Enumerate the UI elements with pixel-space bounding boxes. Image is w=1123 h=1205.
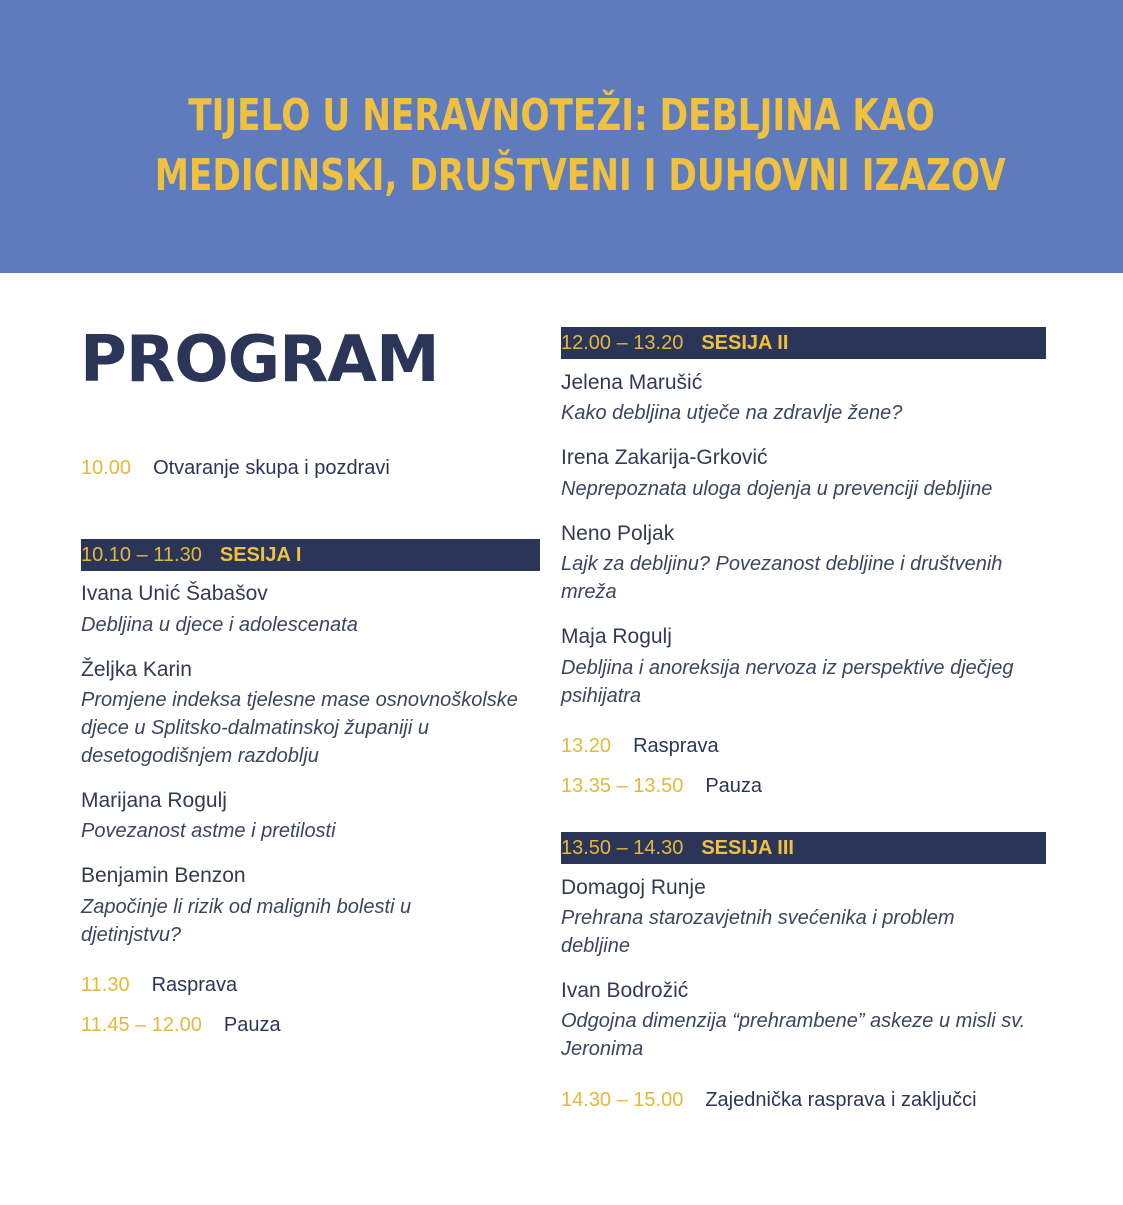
speaker-name: Domagoj Runje: [561, 876, 706, 899]
talk-title: Povezanost astme i pretilosti: [81, 820, 336, 842]
speaker-name: Maja Rogulj: [561, 625, 672, 648]
speaker-name: Benjamin Benzon: [81, 864, 246, 887]
session-1-name: SESIJA I: [219, 544, 302, 566]
discussion-label: Rasprava: [151, 974, 238, 996]
talk-title: Lajk za debljinu? Povezanost debljine i društvenih mreža: [561, 553, 1003, 603]
talk-title: Prehrana starozavjetnih svećenika i problem debljine: [561, 907, 955, 957]
session-3-name: SESIJA III: [701, 837, 794, 859]
session-3-header: [561, 832, 1046, 864]
talk-title: Neprepoznata uloga dojenja u prevenciji debljine: [561, 478, 993, 500]
speaker-name: Ivan Bodrožić: [561, 979, 689, 1002]
speaker-name: Ivana Unić Šabašov: [81, 582, 268, 605]
talk-title: Debljina i anoreksija nervoza iz perspektive dječjeg psihijatra: [561, 657, 1014, 707]
discussion-time: 11.30: [81, 974, 130, 996]
break-time: 11.45 – 12.00: [81, 1014, 202, 1036]
break-label: Pauza: [705, 775, 763, 797]
break-time: 13.35 – 13.50: [561, 775, 684, 797]
event-title-line1: TIJELO U NERAVNOTEŽI: DEBLJINA KAO: [188, 90, 935, 141]
speaker-name: Irena Zakarija-Grković: [561, 446, 768, 469]
discussion-row: [561, 733, 719, 759]
speaker-name: Željka Karin: [81, 658, 192, 681]
break-row: [561, 773, 762, 799]
session-1-header: [81, 539, 540, 571]
talk-title: Promjene indeksa tjelesne mase osnovnoškolske djece u Splitsko-dalmatinskoj županiji u desetogodišnjem razdoblju: [81, 689, 518, 767]
event-title: [154, 86, 1006, 206]
break-row: [81, 1012, 281, 1038]
program-heading: PROGRAM: [80, 323, 439, 397]
session-2-time: 12.00 – 13.20: [561, 332, 684, 354]
discussion-label: Rasprava: [633, 735, 719, 757]
event-title-line2: MEDICINSKI, DRUŠTVENI I DUHOVNI IZAZOV: [154, 150, 1006, 201]
closing-time: 14.30 – 15.00: [561, 1089, 684, 1111]
discussion-row: [81, 972, 237, 998]
closing-row: [561, 1087, 977, 1113]
discussion-time: 13.20: [561, 735, 612, 757]
opening-label: Otvaranje skupa i pozdravi: [153, 457, 390, 479]
talk-title: Započinje li rizik od malignih bolesti u djetinjstvu?: [81, 896, 412, 946]
session-1-time: 10.10 – 11.30: [81, 544, 202, 566]
talk-title: Kako debljina utječe na zdravlje žene?: [561, 402, 903, 424]
closing-label: Zajednička rasprava i zaključci: [705, 1089, 977, 1111]
session-3-time: 13.50 – 14.30: [561, 837, 684, 859]
session-2-name: SESIJA II: [701, 332, 789, 354]
break-label: Pauza: [223, 1014, 281, 1036]
speaker-name: Jelena Marušić: [561, 371, 703, 394]
session-2-header: [561, 327, 1046, 359]
header-banner: [0, 0, 1123, 273]
opening-row: [81, 455, 390, 481]
talk-title: Debljina u djece i adolescenata: [81, 614, 358, 636]
speaker-name: Neno Poljak: [561, 522, 675, 545]
talk-title: Odgojna dimenzija “prehrambene” askeze u misli sv. Jeronima: [561, 1010, 1026, 1060]
speaker-name: Marijana Rogulj: [81, 789, 227, 812]
opening-time: 10.00: [81, 457, 132, 479]
